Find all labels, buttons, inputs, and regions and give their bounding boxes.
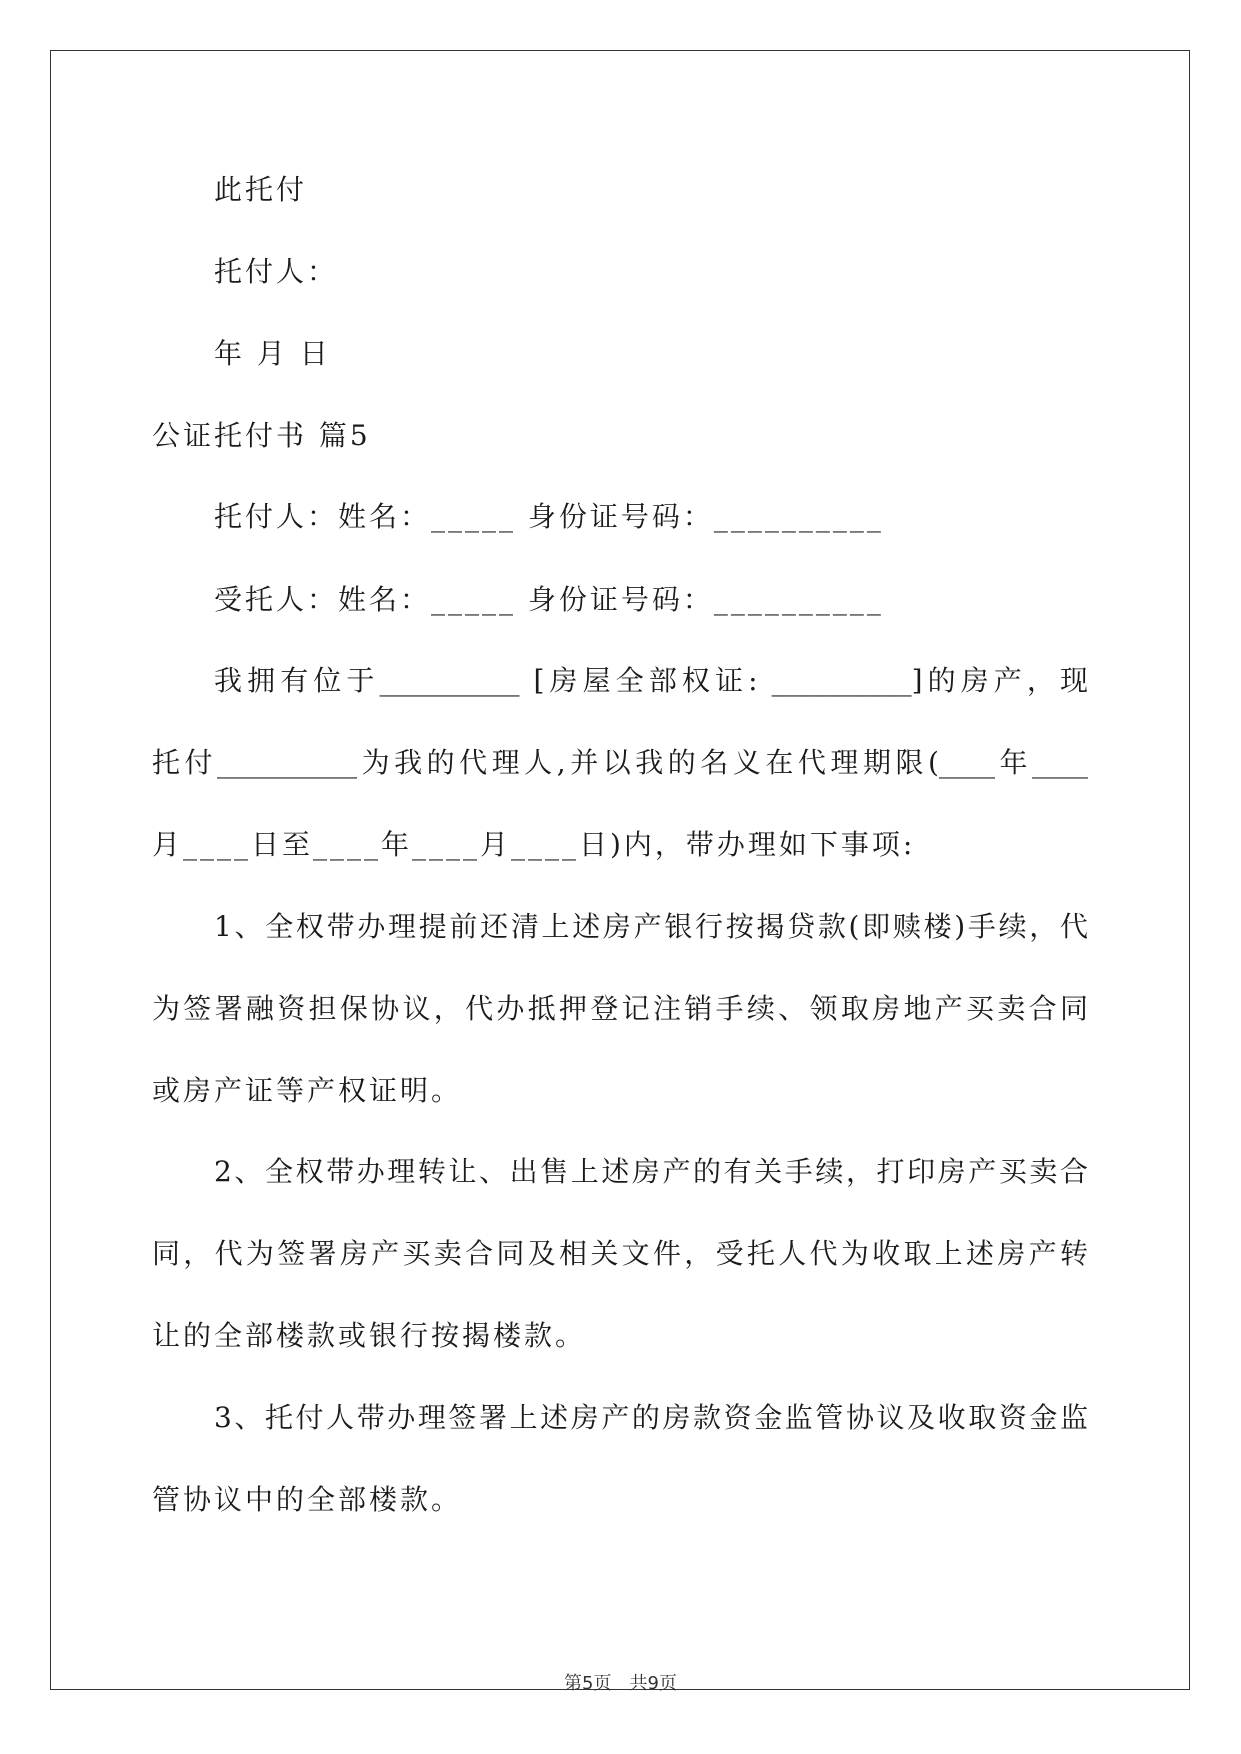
- closing-phrase: 此托付: [214, 173, 308, 206]
- date-line: 年 月 日: [214, 337, 331, 370]
- page-border: [50, 50, 1190, 1690]
- agent-info-line: 受托人：姓名：_____ 身份证号码：__________: [214, 583, 884, 616]
- list-item-3-line: 3、托付人带办理签署上述房产的房款资金监管协议及收取资金监: [214, 1401, 1088, 1434]
- paragraph-line: 月____日至____年____月____日)内，带办理如下事项:: [152, 828, 916, 861]
- list-item-2-line: 让的全部楼款或银行按揭楼款。: [152, 1319, 587, 1352]
- list-item-2-line: 2、全权带办理转让、出售上述房产的有关手续，打印房产买卖合: [214, 1155, 1088, 1188]
- list-item-2-line: 同，代为签署房产买卖合同及相关文件，受托人代为收取上述房产转: [152, 1237, 1088, 1270]
- page-number-footer: 第5页 共9页: [564, 1673, 677, 1694]
- list-item-3-line: 管协议中的全部楼款。: [152, 1483, 463, 1516]
- principal-info-line: 托付人：姓名：_____ 身份证号码：__________: [214, 500, 884, 533]
- paragraph-line: 我拥有位于__________ [房屋全部权证: __________]的房产，现: [214, 664, 1088, 697]
- list-item-1-line: 或房产证等产权证明。: [152, 1074, 463, 1107]
- list-item-1-line: 1、全权带办理提前还清上述房产银行按揭贷款(即赎楼)手续，代: [214, 910, 1088, 943]
- section-heading: 公证托付书 篇5: [152, 419, 371, 452]
- paragraph-line: 托付__________为我的代理人,并以我的名义在代理期限(____年____: [152, 746, 1088, 779]
- principal-signature-line: 托付人：: [214, 255, 339, 288]
- list-item-1-line: 为签署融资担保协议，代办抵押登记注销手续、领取房地产买卖合同: [152, 992, 1088, 1025]
